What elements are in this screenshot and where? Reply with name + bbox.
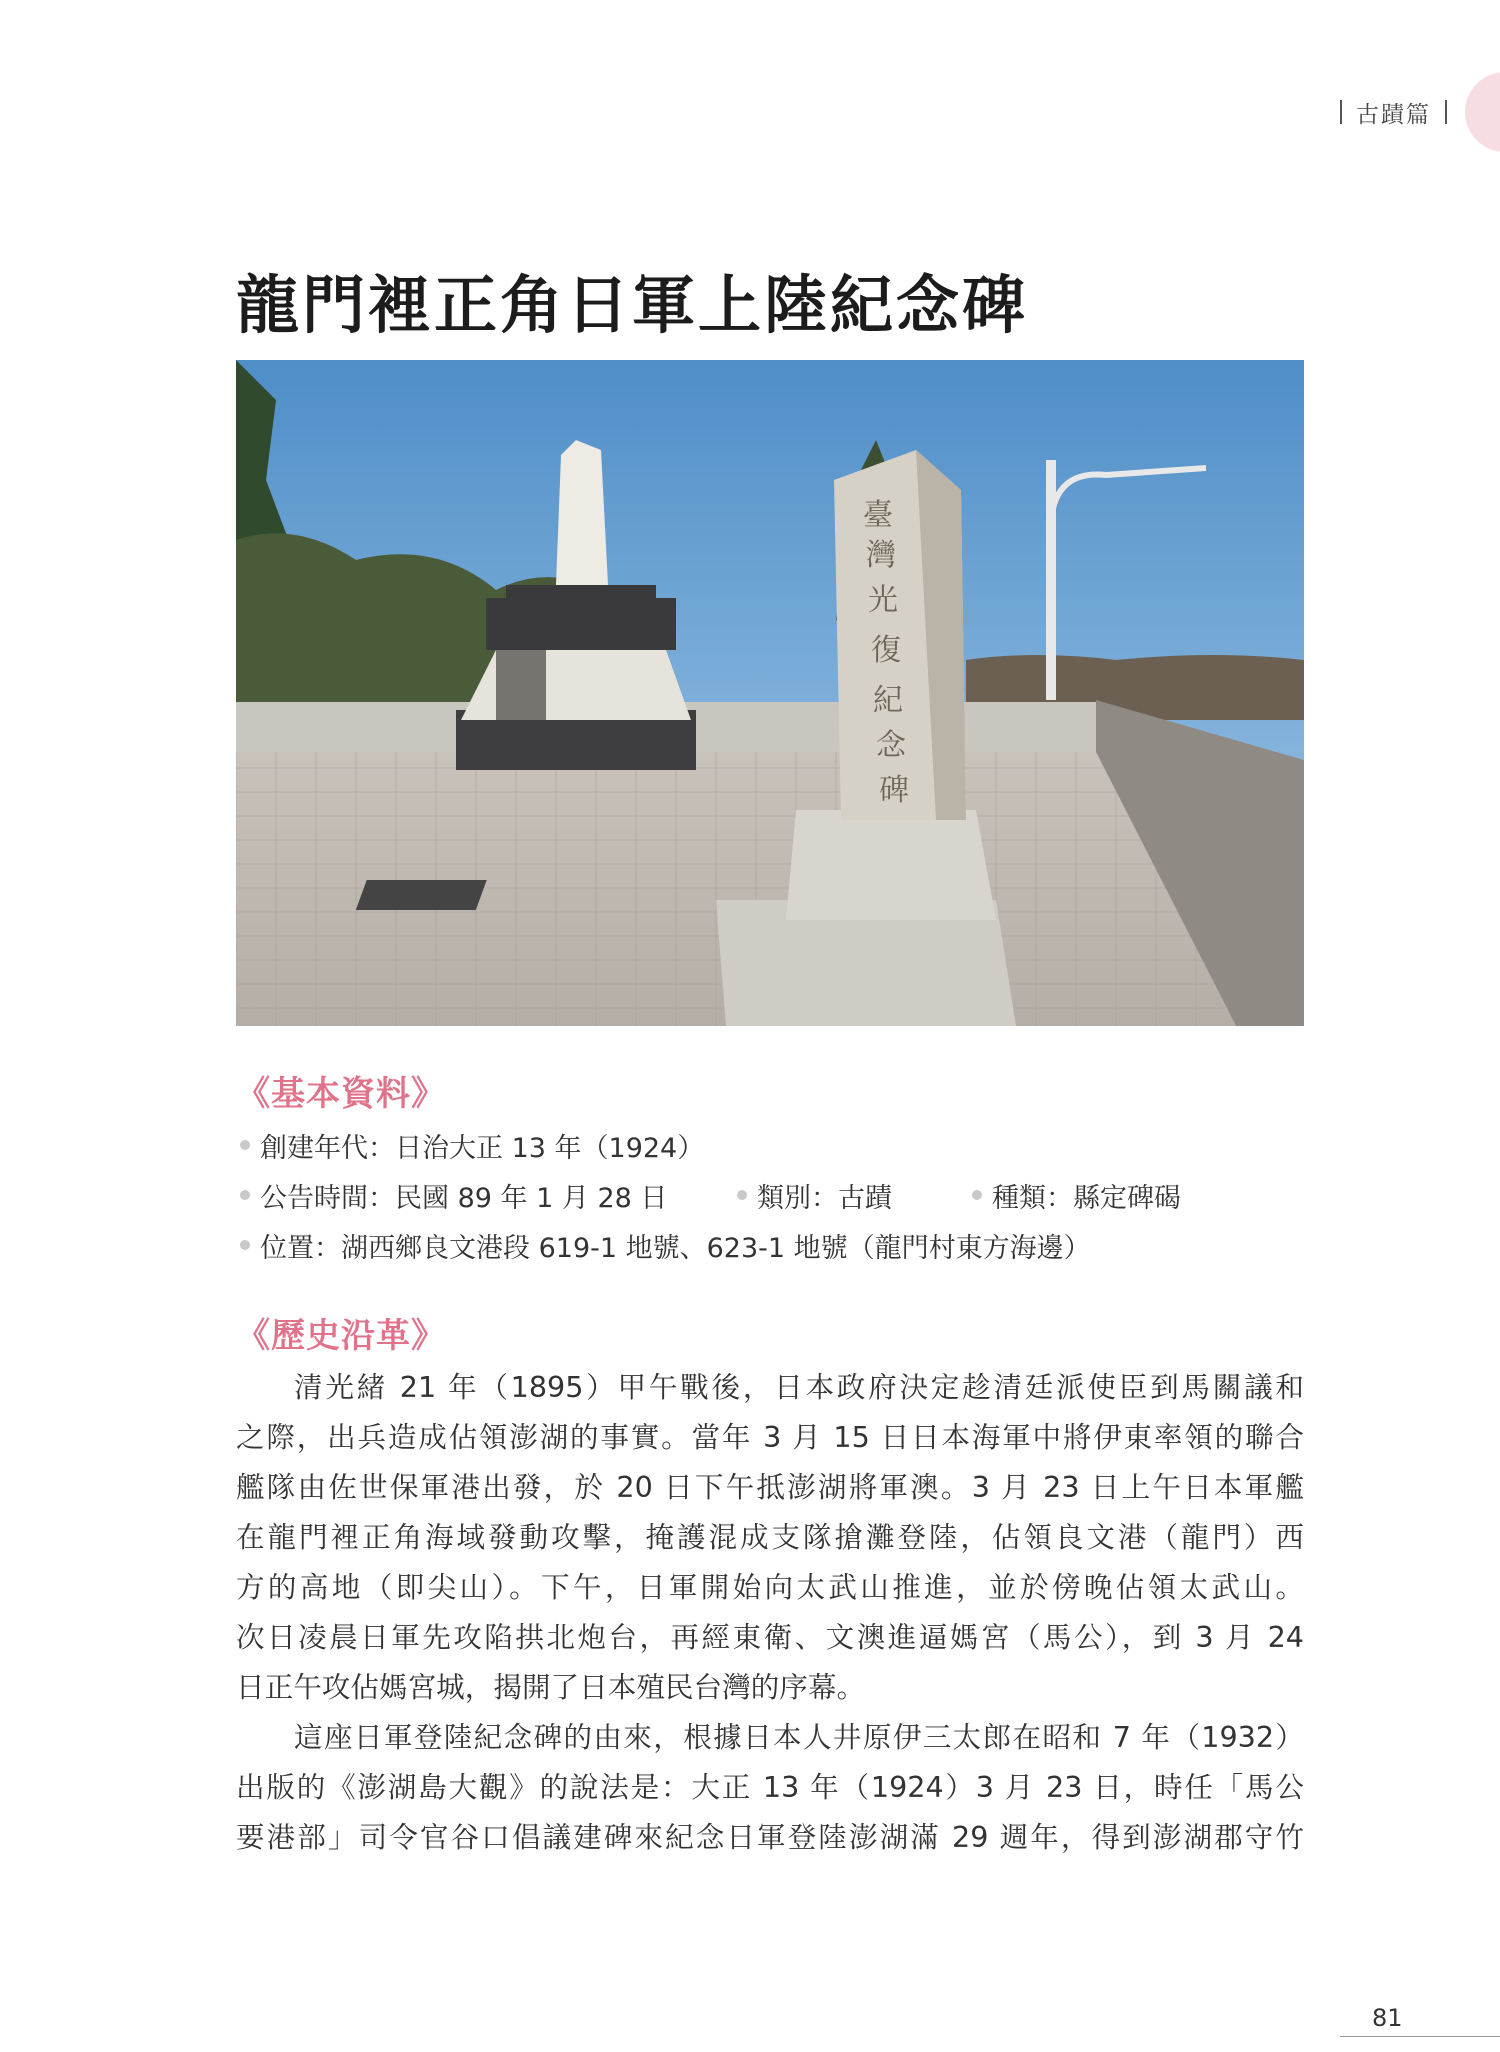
- info-text: 類別：古蹟: [757, 1182, 892, 1214]
- bullet-icon: [240, 1140, 250, 1150]
- text-line: 之際，出兵造成佔領澎湖的事實。當年 3 月 15 日日本海軍中將伊東率領的聯合: [236, 1420, 1304, 1454]
- text-line: 這座日軍登陸紀念碑的由來，根據日本人井原伊三太郎在昭和 7 年（1932）: [294, 1720, 1304, 1754]
- info-text: 創建年代：日治大正 13 年（1924）: [260, 1132, 705, 1164]
- bullet-icon: [240, 1190, 250, 1200]
- chapter-tab: [1340, 84, 1447, 140]
- info-text: 種類：縣定碑碣: [992, 1182, 1181, 1214]
- text-line: 要港部」司令官谷口倡議建碑來紀念日軍登陸澎湖滿 29 週年，得到澎湖郡守竹: [236, 1820, 1304, 1854]
- bullet-icon: [972, 1190, 982, 1200]
- info-text: 位置：湖西鄉良文港段 619-1 地號、623-1 地號（龍門村東方海邊）: [260, 1232, 1091, 1264]
- inscription-char: 念: [876, 728, 906, 763]
- divider: [1340, 100, 1342, 124]
- history-body: [236, 1362, 1304, 1862]
- inscription-char: 紀: [873, 683, 903, 718]
- bullet-icon: [737, 1190, 747, 1200]
- text-line: 艦隊由佐世保軍港出發，於 20 日下午抵澎湖將軍澳。3 月 23 日上午日本軍艦: [236, 1470, 1304, 1504]
- text-line: 出版的《澎湖島大觀》的說法是：大正 13 年（1924）3 月 23 日，時任「馬公: [236, 1770, 1304, 1804]
- inscription-char: 復: [871, 633, 901, 668]
- inscription-char: 臺: [863, 498, 893, 533]
- page-title: 龍門裡正角日軍上陸紀念碑: [236, 268, 1028, 342]
- info-row: [240, 1220, 1091, 1270]
- info-text: 公告時間：民國 89 年 1 月 28 日: [260, 1182, 668, 1214]
- info-item: [972, 1176, 1181, 1215]
- page-number: 81: [1372, 2004, 1403, 2032]
- text-line: 方的高地（即尖山）。下午，日軍開始向太武山推進，並於傍晚佔領太武山。: [236, 1570, 1304, 1604]
- bullet-icon: [240, 1240, 250, 1250]
- inscription-char: 光: [868, 583, 898, 618]
- inscription-char: 灣: [866, 538, 896, 573]
- info-row: [240, 1120, 704, 1170]
- info-item: [737, 1176, 972, 1215]
- text-line: 日正午攻佔媽宮城，揭開了日本殖民台灣的序幕。: [236, 1670, 866, 1704]
- info-item: [240, 1126, 704, 1165]
- divider: [1445, 100, 1447, 124]
- text-line: 次日凌晨日軍先攻陷拱北炮台，再經東衛、文澳進逼媽宮（馬公），到 3 月 24: [236, 1620, 1304, 1654]
- inscription-char: 碑: [879, 773, 909, 808]
- info-item: [240, 1176, 737, 1215]
- section-heading-basic-info: 《基本資料》: [236, 1074, 446, 1114]
- page-rule: [1340, 2036, 1500, 2037]
- info-row: [240, 1170, 1181, 1220]
- text-line: 在龍門裡正角海域發動攻擊，掩護混成支隊搶灘登陸，佔領良文港（龍門）西: [236, 1520, 1304, 1554]
- text-line: 清光緒 21 年（1895）甲午戰後，日本政府決定趁清廷派使臣到馬關議和: [294, 1370, 1304, 1404]
- section-heading-history: 《歷史沿革》: [236, 1316, 446, 1356]
- chapter-label: 古蹟篇: [1356, 101, 1431, 128]
- decorative-circle: [1465, 72, 1500, 152]
- monument-photo: [236, 360, 1304, 1026]
- info-item: [240, 1226, 1091, 1265]
